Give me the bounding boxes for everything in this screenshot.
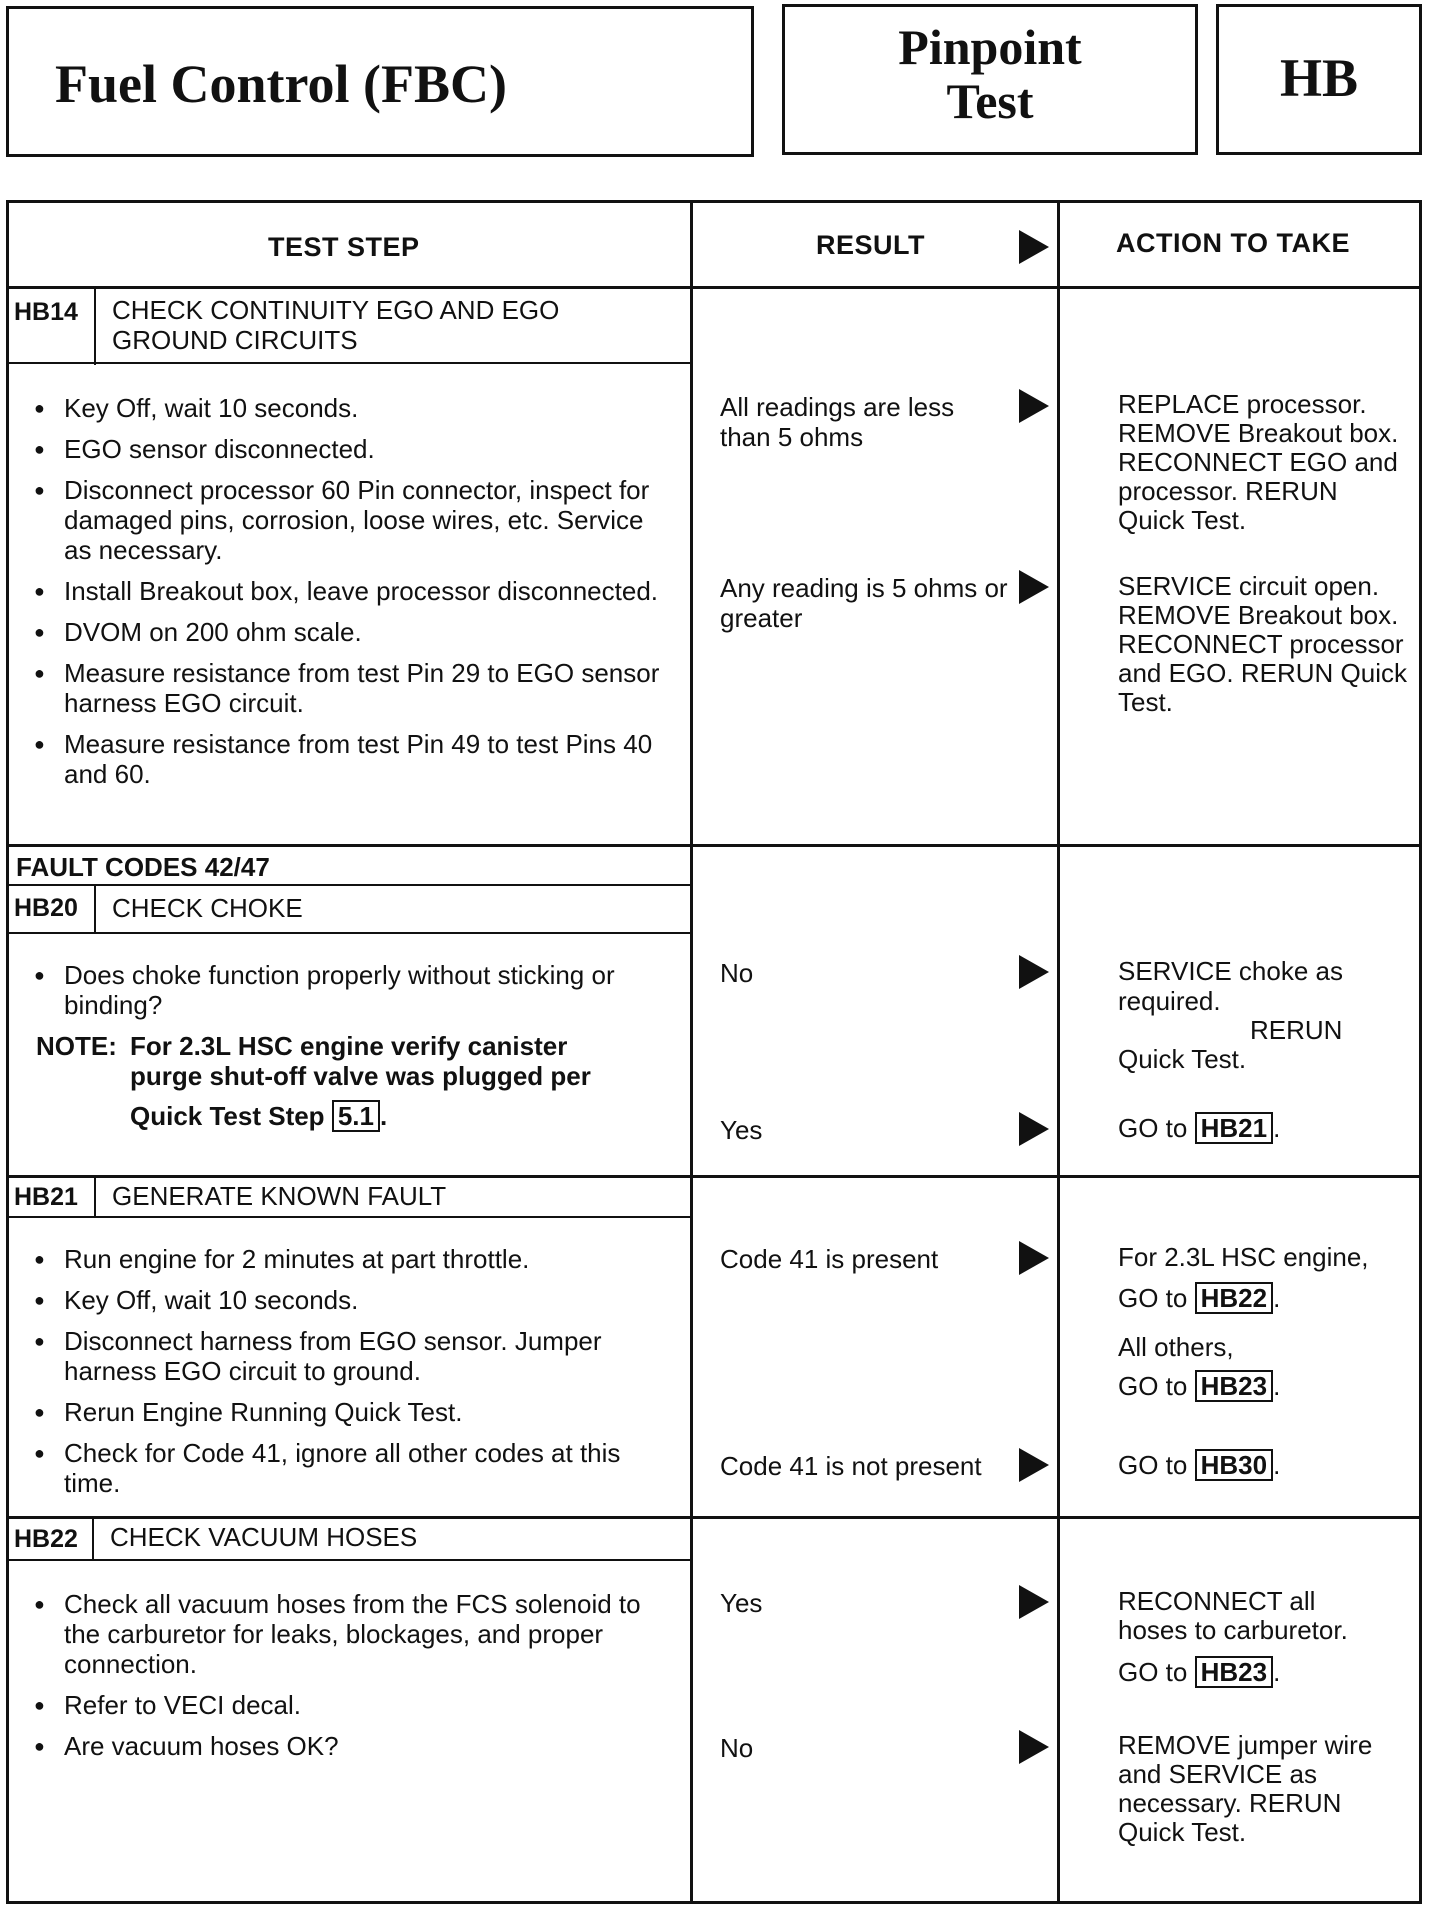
pinpoint-label-line2: Test [946,73,1034,129]
column-header-test-step: TEST STEP [268,232,420,262]
list-item: ● Key Off, wait 10 seconds. [30,1285,680,1315]
list-item: ● Measure resistance from test Pin 29 to EGO sensor harness EGO circuit. [30,658,670,718]
list-item: ● Disconnect processor 60 Pin connector, inspect for damaged pins, corrosion, loose wires, etc. Service as necessary. [30,475,670,565]
result-arrow-icon [1019,1241,1049,1275]
hb14-result-2: Any reading is 5 ohms or greater [720,573,1008,633]
hb22-action-yes-goto [1118,1656,1280,1688]
go-to-label: GO to [1118,1283,1188,1313]
hb20-title: CHECK CHOKE [112,893,303,923]
result-arrow-icon [1019,389,1049,423]
hb20-action-yes [1118,1112,1280,1144]
list-item: ● EGO sensor disconnected. [30,434,670,464]
hb22-action-yes-line2: hoses to carburetor. [1118,1615,1348,1645]
section-separator-hb21 [6,1175,1422,1178]
list-item: ● Refer to VECI decal. [30,1690,680,1720]
hb20-id-divider [94,886,96,934]
hb22-title-underline [6,1559,690,1561]
table-border-left [6,200,9,1904]
hb20-note-period: . [379,1101,388,1131]
hb20-note-line3 [130,1100,387,1132]
section-code: HB [1279,48,1359,108]
step-ref-hb22[interactable]: HB22 [1195,1282,1273,1314]
hb22-action-yes-line1: RECONNECT all [1118,1586,1316,1616]
column-separator-2 [1057,200,1060,1904]
step-ref-hb30[interactable]: HB30 [1195,1449,1273,1481]
period: . [1273,1113,1281,1143]
pinpoint-box [782,4,1198,155]
column-header-action: ACTION TO TAKE [1116,228,1350,258]
list-item: ● Rerun Engine Running Quick Test. [30,1397,680,1427]
hb21-action-1-line1: For 2.3L HSC engine, [1118,1242,1369,1272]
step-id-hb14: HB14 [14,298,78,326]
hb14-title-line1: CHECK CONTINUITY EGO AND EGO [112,295,560,325]
hb22-step-list [30,1589,680,1772]
title-box [6,6,754,157]
hb14-action-2: SERVICE circuit open. REMOVE Breakout box. RECONNECT processor and EGO. RERUN Quick Test. [1118,571,1407,717]
table-border-right [1419,200,1422,1904]
hb21-action-1-goto2 [1118,1370,1280,1402]
hb21-action-1-line3: All others, [1118,1332,1234,1362]
hb20-note-line2: purge shut-off valve was plugged per [130,1061,591,1091]
hb22-action-no: REMOVE jumper wire and SERVICE as necessary. RERUN Quick Test. [1118,1730,1373,1847]
go-to-label: GO to [1118,1450,1188,1480]
hb21-action-1-goto [1118,1282,1280,1314]
go-to-label: GO to [1118,1371,1188,1401]
result-arrow-icon [1019,230,1049,264]
page-title: Fuel Control (FBC) [55,54,507,114]
hb14-action-1: REPLACE processor. REMOVE Breakout box. RECONNECT EGO and processor. RERUN Quick Test. [1118,389,1399,535]
go-to-label: GO to [1118,1113,1188,1143]
hb22-title: CHECK VACUUM HOSES [110,1522,418,1552]
hb20-action-no-line3: RERUN [1250,1015,1343,1045]
hb21-title: GENERATE KNOWN FAULT [112,1181,447,1211]
period: . [1273,1450,1281,1480]
hb14-result-1: All readings are less than 5 ohms [720,392,955,452]
hb22-id-divider [92,1519,94,1561]
hb21-action-2 [1118,1449,1280,1481]
result-arrow-icon [1019,955,1049,989]
period: . [1273,1371,1281,1401]
hb21-title-underline [6,1216,690,1218]
hb20-result-no: No [720,958,754,988]
column-separator-1 [690,200,693,1904]
list-item: ● Run engine for 2 minutes at part throttle. [30,1244,680,1274]
step-id-hb22: HB22 [14,1525,78,1553]
list-item: ● Disconnect harness from EGO sensor. Jumper harness EGO circuit to ground. [30,1326,680,1386]
list-item: ● Check all vacuum hoses from the FCS solenoid to the carburetor for leaks, blockages, and proper connection. [30,1589,680,1679]
section-code-box [1216,4,1422,155]
hb20-note-label: NOTE: [36,1031,117,1061]
hb14-title-line2: GROUND CIRCUITS [112,325,358,355]
step-id-hb20: HB20 [14,894,78,922]
period: . [1273,1657,1281,1687]
hb20-note-line3-text: Quick Test Step [130,1101,325,1131]
hb20-note-line1: For 2.3L HSC engine verify canister [130,1031,568,1061]
hb21-id-divider [94,1178,96,1218]
step-ref-hb23[interactable]: HB23 [1195,1370,1273,1402]
table-border-top [6,200,1422,203]
column-header-underline [6,286,1422,289]
result-arrow-icon [1019,1112,1049,1146]
step-ref-hb23[interactable]: HB23 [1195,1656,1273,1688]
hb14-step-list [30,393,670,800]
step-ref-5-1[interactable]: 5.1 [332,1100,380,1132]
result-arrow-icon [1019,1585,1049,1619]
hb20-step-list [30,960,680,1031]
hb20-action-no-line2: required. [1118,986,1221,1016]
column-header-result: RESULT [816,230,925,260]
hb21-step-list [30,1244,680,1509]
hb20-action-no-line1: SERVICE choke as [1118,956,1343,986]
table-border-bottom [6,1901,1422,1904]
hb22-result-yes: Yes [720,1588,763,1618]
step-id-hb21: HB21 [14,1183,78,1211]
list-item: ● Measure resistance from test Pin 49 to test Pins 40 and 60. [30,729,670,789]
hb14-title-underline [6,362,690,364]
hb22-result-no: No [720,1733,754,1763]
list-item: ● Key Off, wait 10 seconds. [30,393,670,423]
step-ref-hb21[interactable]: HB21 [1195,1112,1273,1144]
result-arrow-icon [1019,1448,1049,1482]
hb20-result-yes: Yes [720,1115,763,1145]
list-item: ● Does choke function properly without sticking or binding? [30,960,680,1020]
hb20-action-no-line4: Quick Test. [1118,1044,1247,1074]
hb21-result-1: Code 41 is present [720,1244,939,1274]
section-separator-hb20 [6,844,1422,847]
hb21-result-2: Code 41 is not present [720,1451,982,1481]
fault-codes-underline [6,884,690,886]
go-to-label: GO to [1118,1657,1188,1687]
list-item: ● DVOM on 200 ohm scale. [30,617,670,647]
period: . [1273,1283,1281,1313]
hb20-title-underline [6,932,690,934]
hb14-id-divider [94,289,96,365]
list-item: ● Check for Code 41, ignore all other codes at this time. [30,1438,680,1498]
result-arrow-icon [1019,570,1049,604]
list-item: ● Install Breakout box, leave processor disconnected. [30,576,670,606]
pinpoint-label-line1: Pinpoint [898,19,1082,75]
fault-codes-label: FAULT CODES 42/47 [16,852,270,882]
result-arrow-icon [1019,1730,1049,1764]
list-item: ● Are vacuum hoses OK? [30,1731,680,1761]
section-separator-hb22 [6,1516,1422,1519]
